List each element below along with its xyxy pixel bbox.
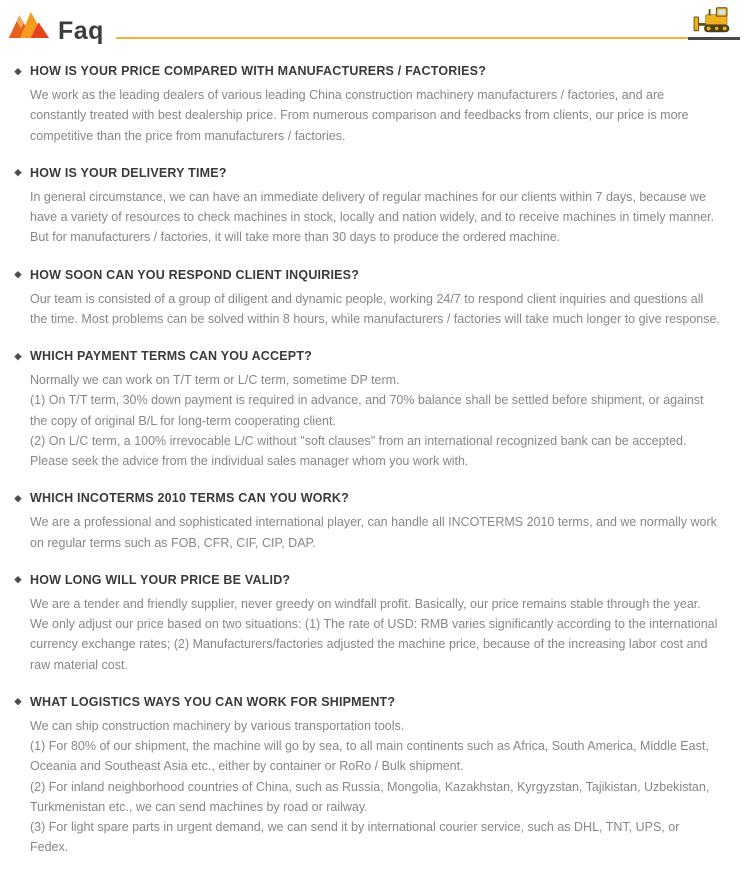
faq-question: HOW IS YOUR PRICE COMPARED WITH MANUFACTURERS / FACTORIES? — [30, 64, 487, 78]
diamond-bullet-icon: ◆ — [14, 574, 22, 585]
faq-answer-line: We are a professional and sophisticated international player, can handle all INCOTERMS 2010 terms, and we normally work on regular terms such as FOB, CFR, CIF, CIP, DAP. — [30, 515, 717, 550]
faq-answer-line: We work as the leading dealers of various leading China construction machinery manufacturers / factories, and are constantly treated with best dealership price. From numerous comparison and feedbacks from clients, our price is more competitive than the price from manufacturers / factories. — [30, 88, 689, 143]
diamond-bullet-icon: ◆ — [14, 492, 22, 503]
faq-item — [14, 491, 720, 553]
faq-question: WHAT LOGISTICS WAYS YOU CAN WORK FOR SHIPMENT? — [30, 694, 396, 709]
faq-item — [14, 694, 720, 858]
page-title: Faq — [58, 17, 104, 45]
faq-answer-line: (1) On T/T term, 30% down payment is required in advance, and 70% balance shall be settled before shipment, or against the copy of original B/L for long-term cooperating client. — [30, 393, 704, 428]
faq-answer — [30, 187, 720, 248]
faq-list — [0, 46, 750, 884]
faq-question-row — [13, 64, 720, 78]
faq-answer — [30, 85, 720, 146]
diamond-bullet-icon: ◆ — [14, 696, 22, 707]
faq-question-row — [13, 491, 720, 505]
faq-answer — [30, 370, 720, 471]
faq-question: HOW IS YOUR DELIVERY TIME? — [30, 165, 227, 180]
faq-answer — [30, 594, 720, 675]
faq-item — [14, 165, 720, 248]
faq-question-row — [13, 349, 720, 363]
faq-answer-line: Our team is consisted of a group of diligent and dynamic people, working 24/7 to respond client inquiries and questions all the time. Most problems can be solved within 8 hours, while manufacturers / factories will take much longer to give response. — [30, 291, 720, 326]
page-header — [0, 0, 750, 46]
header-underline — [116, 37, 688, 39]
faq-question-row — [13, 166, 720, 180]
faq-question: WHICH PAYMENT TERMS CAN YOU ACCEPT? — [30, 349, 313, 363]
faq-answer-line: We are a tender and friendly supplier, never greedy on windfall profit. Basically, our price remains stable through the year. We only adjust our price based on two situations: (1) The rate of USD: RMB varies significantly according to the international currency exchange rates; (2) Manufacturers/factories adjusted the machine price, because of the increasing labor cost and raw material cost. — [30, 596, 718, 672]
faq-item — [14, 64, 720, 146]
faq-item — [14, 267, 720, 330]
faq-question-row — [13, 573, 720, 587]
bulldozer-icon — [688, 4, 740, 40]
faq-answer — [30, 289, 720, 330]
faq-question: WHICH INCOTERMS 2010 TERMS CAN YOU WORK? — [30, 491, 349, 506]
faq-question: HOW LONG WILL YOUR PRICE BE VALID? — [30, 572, 291, 587]
diamond-bullet-icon: ◆ — [14, 269, 22, 279]
faq-item — [14, 572, 720, 675]
faq-answer-line: (2) For inland neighborhood countries of China, such as Russia, Mongolia, Kazakhstan, Kyrgyzstan, Tajikistan, Uzbekistan, Turkmenistan etc., we can send machines by road or railway. — [30, 779, 710, 814]
faq-question-row — [13, 268, 720, 282]
faq-answer-line: (2) On L/C term, a 100% irrevocable L/C without "soft clauses" from an international recognized bank can be accepted. Please seek the advice from the individual sales manager whom you work with. — [30, 433, 687, 468]
faq-item — [14, 349, 720, 471]
diamond-bullet-icon: ◆ — [14, 167, 22, 178]
faq-question: HOW SOON CAN YOU RESPOND CLIENT INQUIRIES? — [30, 267, 360, 282]
faq-answer-line: We can ship construction machinery by various transportation tools. — [30, 718, 405, 733]
diamond-bullet-icon: ◆ — [14, 65, 22, 76]
faq-answer-line: In general circumstance, we can have an immediate delivery of regular machines for our clients within 7 days, because we have a variety of resources to check machines in stock, locally and nation widely, and to receive machines in timely manner. But for manufacturers / factories, it will take more than 30 days to produce the ordered machine. — [30, 189, 715, 245]
mountains-logo-icon — [8, 10, 50, 44]
faq-question-row — [13, 695, 720, 709]
diamond-bullet-icon: ◆ — [14, 350, 22, 361]
faq-answer-line: Normally we can work on T/T term or L/C term, sometime DP term. — [30, 373, 400, 387]
faq-answer-line: (3) For light spare parts in urgent demand, we can send it by international courier service, such as DHL, TNT, UPS, or Fedex. — [30, 820, 680, 855]
faq-answer-line: (1) For 80% of our shipment, the machine will go by sea, to all main continents such as Africa, South America, Middle East, Oceania and Southeast Asia etc., either by container or RoRo / Bulk shipment. — [30, 739, 709, 774]
faq-answer — [30, 716, 720, 858]
faq-answer — [30, 512, 720, 553]
